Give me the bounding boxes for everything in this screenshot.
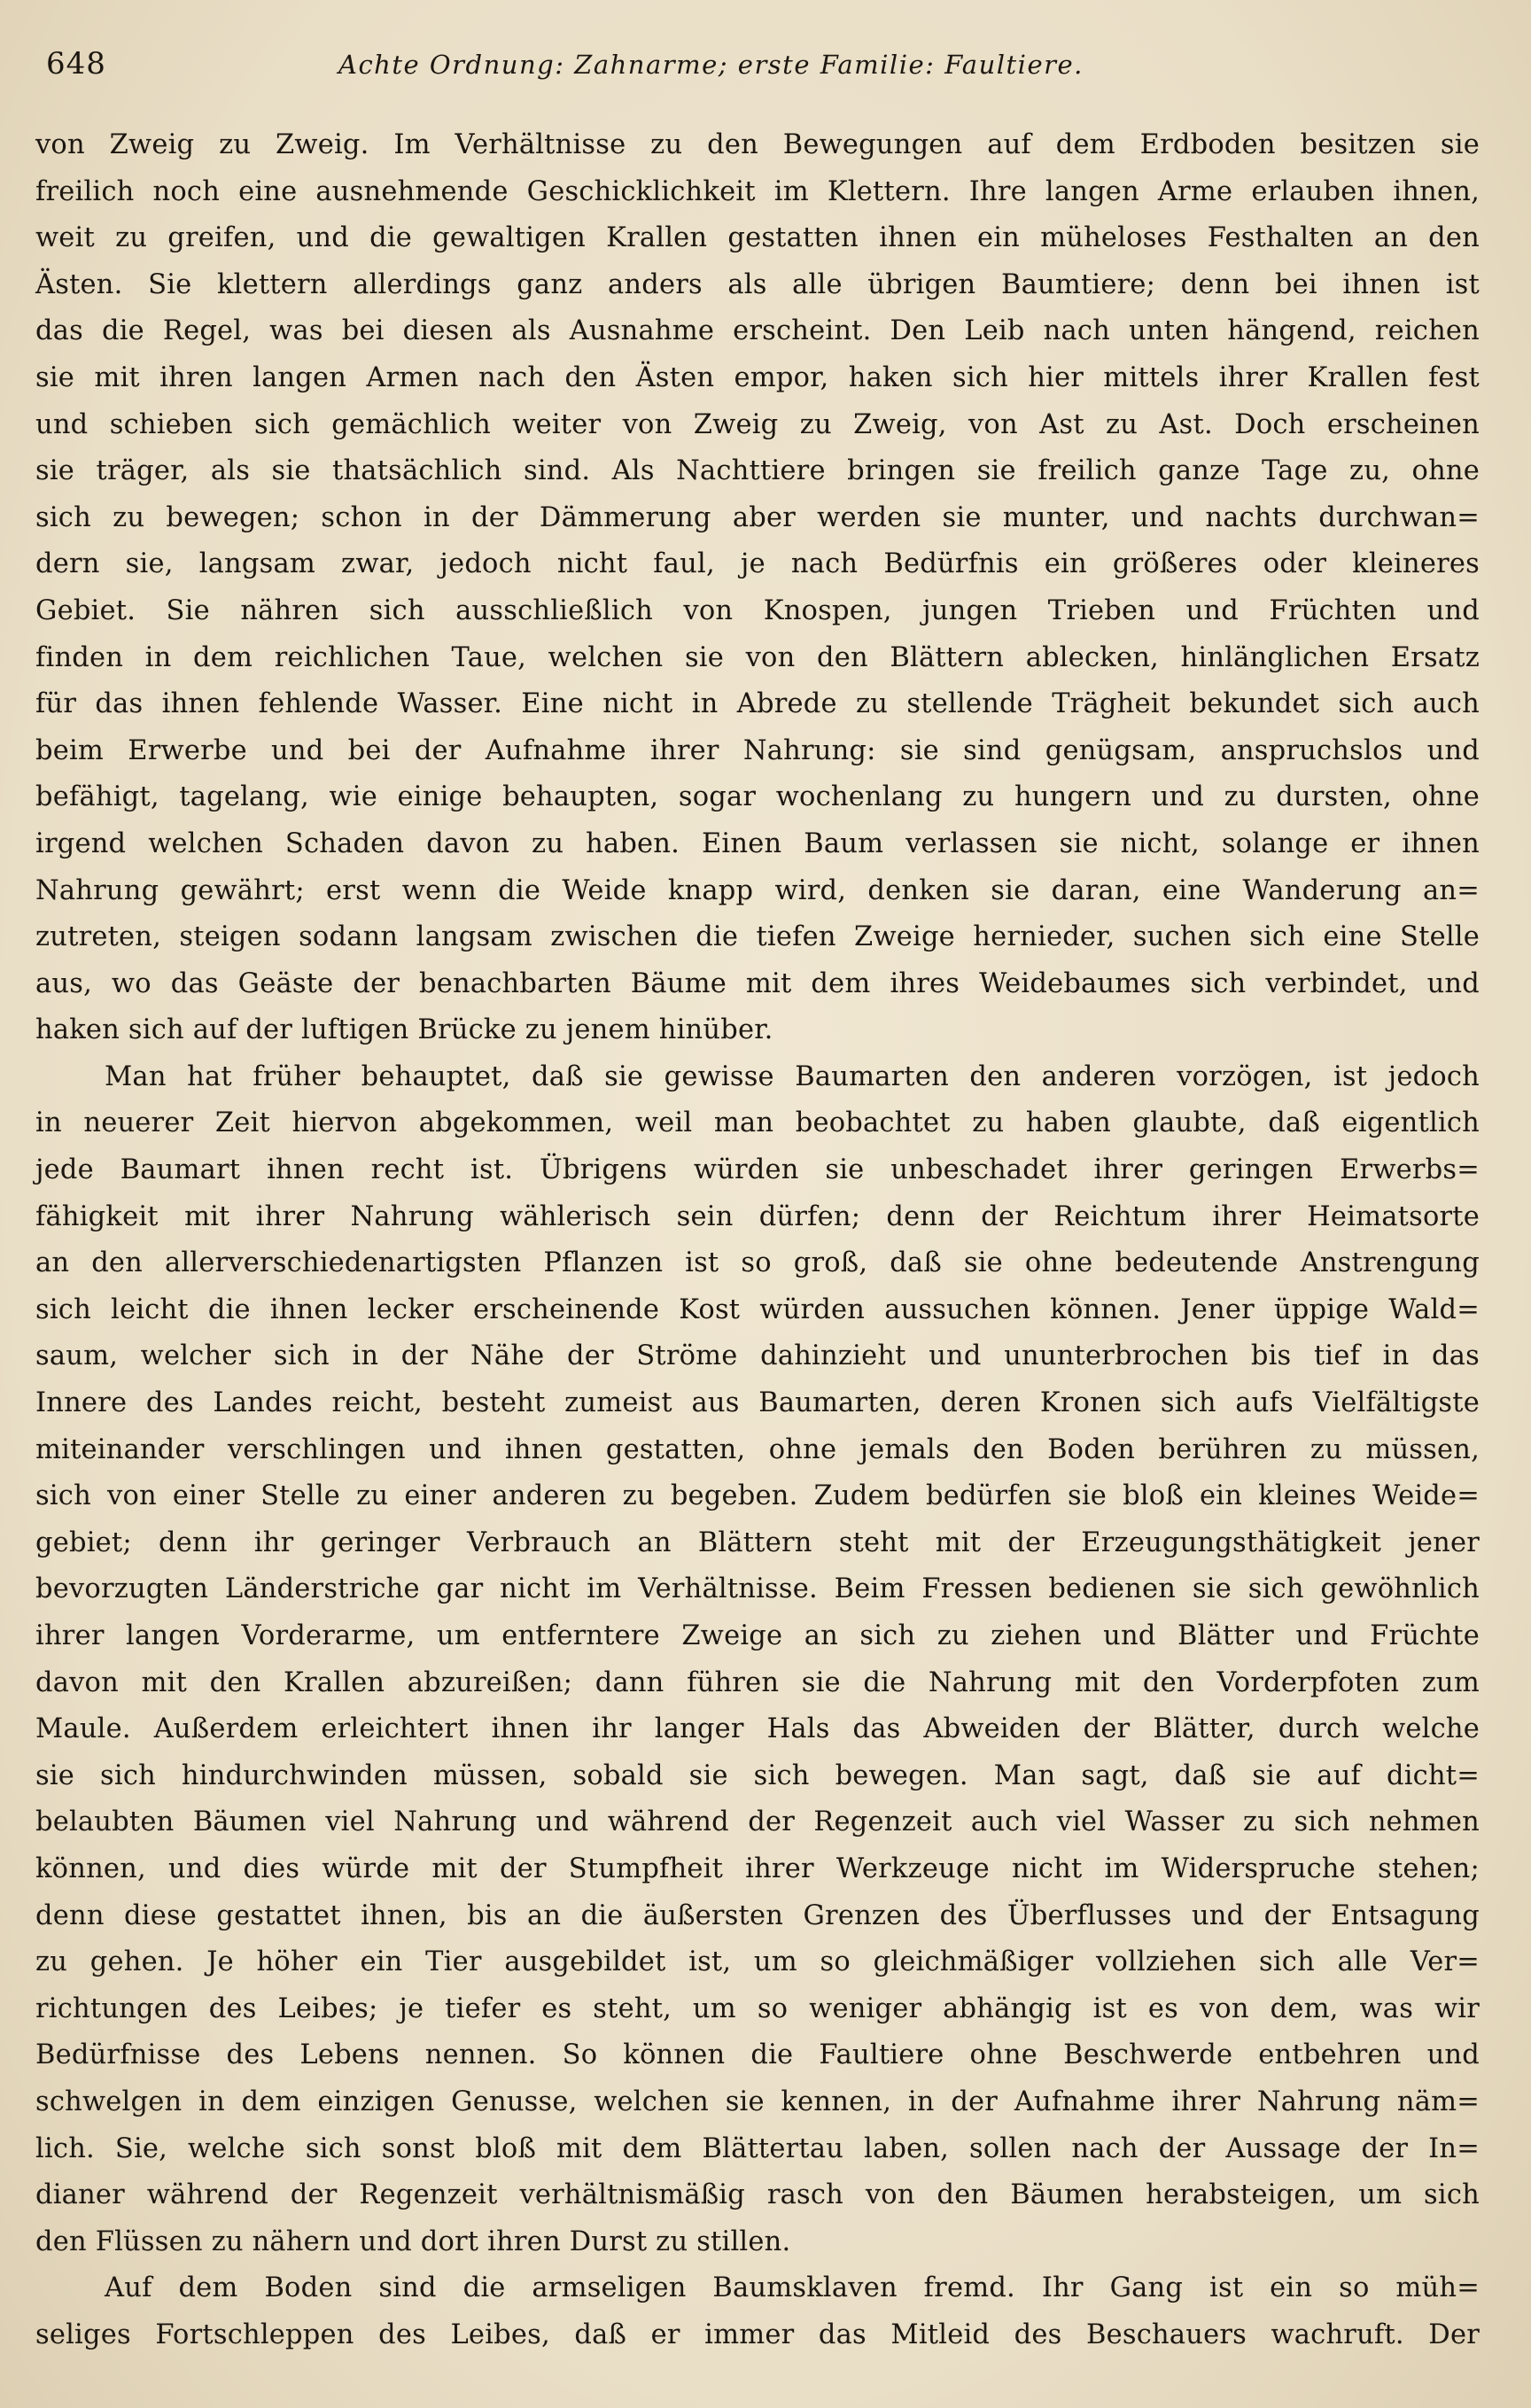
text-line: Nahrung gewährt; erst wenn die Weide knapp wird, denken sie daran, eine Wanderung an= xyxy=(35,874,1480,906)
text-line: schwelgen in dem einzigen Genusse, welchen sie kennen, in der Aufnahme ihrer Nahrung näm= xyxy=(35,2086,1480,2117)
text-line: jede Baumart ihnen recht ist. Übrigens würden sie unbeschadet ihrer geringen Erwerbs= xyxy=(35,1154,1480,1186)
text-line: seliges Fortschleppen des Leibes, daß er immer das Mitleid des Beschauers wachruft. Der xyxy=(35,2319,1480,2350)
text-line: Gebiet. Sie nähren sich ausschließlich von Knospen, jungen Trieben und Früchten und xyxy=(35,594,1480,626)
text-line: ihrer langen Vorderarme, um entferntere Zweige an sich zu ziehen und Blätter und Früchte xyxy=(35,1620,1480,1651)
text-line: belaubten Bäumen viel Nahrung und während der Regenzeit auch viel Wasser zu sich nehmen xyxy=(35,1806,1480,1838)
paragraph-start-line: Auf dem Boden sind die armseligen Baumsklaven fremd. Ihr Gang ist ein so müh= xyxy=(105,2272,1480,2304)
text-line: saum, welcher sich in der Nähe der Ströme dahinzieht und ununterbrochen bis tief in das xyxy=(35,1340,1480,1372)
paragraph-start-line: Man hat früher behauptet, daß sie gewisse Baumarten den anderen vorzögen, ist jedoch xyxy=(105,1060,1480,1092)
text-line: sich von einer Stelle zu einer anderen zu begeben. Zudem bedürfen sie bloß ein kleines Weide= xyxy=(35,1480,1480,1512)
text-line: von Zweig zu Zweig. Im Verhältnisse zu den Bewegungen auf dem Erdboden besitzen sie xyxy=(35,129,1480,160)
text-line: gebiet; denn ihr geringer Verbrauch an Blättern steht mit der Erzeugungsthätigkeit jener xyxy=(35,1526,1480,1558)
text-line: bevorzugten Länderstriche gar nicht im Verhältnisse. Beim Fressen bedienen sie sich gewöhnlich xyxy=(35,1573,1480,1605)
text-line: sich zu bewegen; schon in der Dämmerung aber werden sie munter, und nachts durchwan= xyxy=(35,501,1480,533)
text-line: sie träger, als sie thatsächlich sind. Als Nachttiere bringen sie freilich ganze Tage zu, ohne xyxy=(35,455,1480,487)
text-line: fähigkeit mit ihrer Nahrung wählerisch sein dürfen; denn der Reichtum ihrer Heimatsorte xyxy=(35,1200,1480,1232)
text-line: weit zu greifen, und die gewaltigen Krallen gestatten ihnen ein müheloses Festhalten an den xyxy=(35,222,1480,254)
text-line: aus, wo das Geäste der benachbarten Bäume mit dem ihres Weidebaumes sich verbindet, und xyxy=(35,967,1480,999)
running-head: Achte Ordnung: Zahnarme; erste Familie: Faultiere. xyxy=(338,50,1084,80)
body-text xyxy=(35,122,1480,2359)
text-line: Innere des Landes reicht, besteht zumeist aus Baumarten, deren Kronen sich aufs Vielfältigste xyxy=(35,1387,1480,1419)
paragraph-end-line: den Flüssen zu nähern und dort ihren Durst zu stillen. xyxy=(35,2225,791,2257)
text-line: finden in dem reichlichen Taue, welchen sie von den Blättern ablecken, hinlänglichen Ersatz xyxy=(35,641,1480,673)
text-line: für das ihnen fehlende Wasser. Eine nicht in Abrede zu stellende Trägheit bekundet sich auch xyxy=(35,688,1480,720)
text-line: denn diese gestattet ihnen, bis an die äußersten Grenzen des Überflusses und der Entsagung xyxy=(35,1899,1480,1931)
page-header xyxy=(46,46,1455,90)
text-line: sie sich hindurchwinden müssen, sobald sie sich bewegen. Man sagt, daß sie auf dicht= xyxy=(35,1759,1480,1791)
text-line: richtungen des Leibes; je tiefer es steht, um so weniger abhängig ist es von dem, was wir xyxy=(35,1992,1480,2024)
text-line: dern sie, langsam zwar, jedoch nicht faul, je nach Bedürfnis ein größeres oder kleineres xyxy=(35,548,1480,580)
text-line: zutreten, steigen sodann langsam zwischen die tiefen Zweige hernieder, suchen sich eine Stelle xyxy=(35,921,1480,953)
text-line: sich leicht die ihnen lecker erscheinende Kost würden aussuchen können. Jener üppige Wald= xyxy=(35,1293,1480,1325)
text-line: das die Regel, was bei diesen als Ausnahme erscheint. Den Leib nach unten hängend, reichen xyxy=(35,315,1480,347)
text-line: in neuerer Zeit hiervon abgekommen, weil man beobachtet zu haben glaubte, daß eigentlich xyxy=(35,1107,1480,1139)
text-line: sie mit ihren langen Armen nach den Ästen empor, haken sich hier mittels ihrer Krallen fest xyxy=(35,361,1480,393)
paragraph-end-line: haken sich auf der luftigen Brücke zu jenem hinüber. xyxy=(35,1014,773,1046)
text-line: freilich noch eine ausnehmende Geschicklichkeit im Klettern. Ihre langen Arme erlauben ihnen, xyxy=(35,175,1480,207)
text-line: dianer während der Regenzeit verhältnismäßig rasch von den Bäumen herabsteigen, um sich xyxy=(35,2179,1480,2211)
text-line: Bedürfnisse des Lebens nennen. So können die Faultiere ohne Beschwerde entbehren und xyxy=(35,2039,1480,2071)
text-line: und schieben sich gemächlich weiter von Zweig zu Zweig, von Ast zu Ast. Doch erscheinen xyxy=(35,408,1480,440)
text-line: irgend welchen Schaden davon zu haben. Einen Baum verlassen sie nicht, solange er ihnen xyxy=(35,827,1480,859)
text-line: zu gehen. Je höher ein Tier ausgebildet ist, um so gleichmäßiger vollziehen sich alle Ver= xyxy=(35,1946,1480,1978)
text-line: befähigt, tagelang, wie einige behaupten, sogar wochenlang zu hungern und zu dursten, ohne xyxy=(35,781,1480,813)
text-line: an den allerverschiedenartigsten Pflanzen ist so groß, daß sie ohne bedeutende Anstrengung xyxy=(35,1247,1480,1279)
page-number: 648 xyxy=(46,46,106,82)
text-line: Ästen. Sie klettern allerdings ganz anders als alle übrigen Baumtiere; denn bei ihnen ist xyxy=(35,268,1480,300)
text-line: können, und dies würde mit der Stumpfheit ihrer Werkzeuge nicht im Widerspruche stehen; xyxy=(35,1853,1480,1884)
text-line: beim Erwerbe und bei der Aufnahme ihrer Nahrung: sie sind genügsam, anspruchslos und xyxy=(35,734,1480,766)
text-line: davon mit den Krallen abzureißen; dann führen sie die Nahrung mit den Vorderpfoten zum xyxy=(35,1666,1480,1698)
text-line: miteinander verschlingen und ihnen gestatten, ohne jemals den Boden berühren zu müssen, xyxy=(35,1433,1480,1465)
text-line: lich. Sie, welche sich sonst bloß mit dem Blättertau laben, sollen nach der Aussage der In= xyxy=(35,2132,1480,2164)
text-line: Maule. Außerdem erleichtert ihnen ihr langer Hals das Abweiden der Blätter, durch welche xyxy=(35,1713,1480,1745)
